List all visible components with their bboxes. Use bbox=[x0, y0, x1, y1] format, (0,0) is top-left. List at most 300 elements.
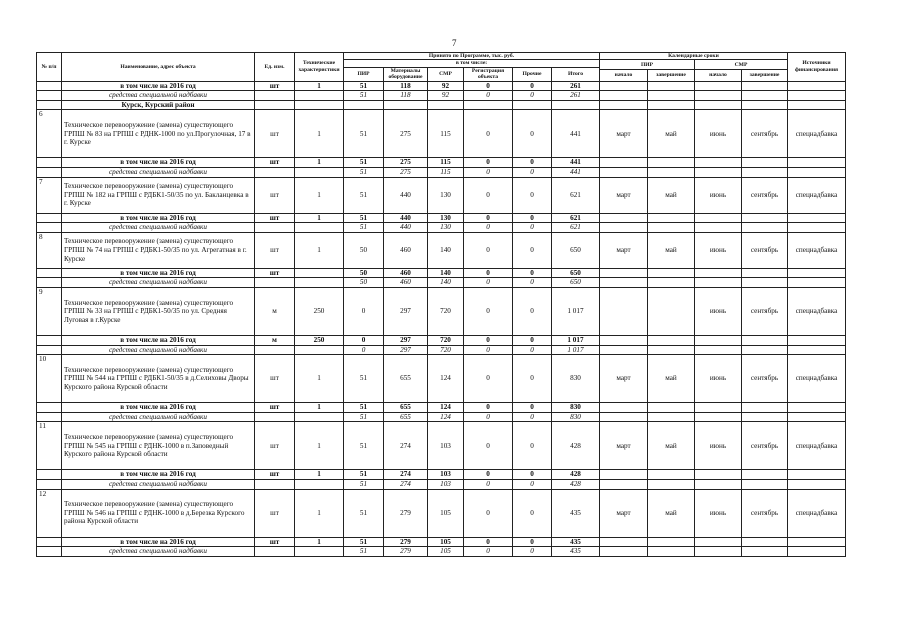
cell-smr: 140 bbox=[428, 232, 464, 268]
header-unit: Ед. изм. bbox=[255, 53, 295, 82]
cell-other: 0 bbox=[513, 213, 552, 223]
empty-cell bbox=[695, 470, 742, 480]
empty-cell bbox=[255, 412, 295, 422]
cell-smr: 105 bbox=[428, 547, 464, 557]
table-row-item bbox=[37, 287, 846, 335]
empty-cell bbox=[788, 345, 846, 355]
empty-cell bbox=[37, 158, 62, 168]
cell-tech: 1 bbox=[295, 158, 344, 168]
row-label: в том числе на 2016 год bbox=[62, 158, 255, 168]
empty-cell bbox=[37, 403, 62, 413]
cell-mat: 274 bbox=[384, 479, 428, 489]
cell-tech bbox=[295, 268, 344, 278]
empty-cell bbox=[648, 345, 695, 355]
empty-cell bbox=[695, 547, 742, 557]
empty-cell bbox=[37, 412, 62, 422]
table-row-item bbox=[37, 422, 846, 470]
item-name: Техническое перевооружение (замена) существующего ГРПШ № 74 на ГРПШ с РДБК1-50/35 по ул. Агрегатная в г. Курске bbox=[62, 232, 255, 268]
empty-cell bbox=[255, 345, 295, 355]
program-table bbox=[36, 52, 846, 557]
cell-tech: 1 bbox=[295, 355, 344, 403]
cell-pir: 50 bbox=[344, 278, 384, 288]
cell-pir: 51 bbox=[344, 177, 384, 213]
empty-cell bbox=[295, 345, 344, 355]
empty-cell bbox=[600, 223, 648, 233]
empty-cell bbox=[788, 213, 846, 223]
cell-smr: 105 bbox=[428, 489, 464, 537]
empty-cell bbox=[788, 412, 846, 422]
cell-mat: 275 bbox=[384, 158, 428, 168]
empty-cell bbox=[695, 268, 742, 278]
cell-total: 428 bbox=[552, 422, 600, 470]
cell-total: 435 bbox=[552, 547, 600, 557]
empty-cell bbox=[695, 403, 742, 413]
cell-unit: шт bbox=[255, 422, 295, 470]
header-smr: СМР bbox=[428, 67, 464, 81]
empty-cell bbox=[695, 158, 742, 168]
cell-unit: шт bbox=[255, 110, 295, 158]
smr-end: сентябрь bbox=[742, 355, 788, 403]
cell-total: 621 bbox=[552, 213, 600, 223]
row-label: средства специальной надбавки bbox=[62, 278, 255, 288]
table-row-fund bbox=[37, 168, 846, 178]
cell-other: 0 bbox=[513, 223, 552, 233]
header-source: Источники финансирования bbox=[788, 53, 846, 82]
row-label: в том числе на 2016 год bbox=[62, 81, 255, 91]
cell-other: 0 bbox=[513, 177, 552, 213]
row-label: средства специальной надбавки bbox=[62, 479, 255, 489]
empty-cell bbox=[37, 547, 62, 557]
pir-start: март bbox=[600, 355, 648, 403]
cell-mat: 460 bbox=[384, 268, 428, 278]
empty-cell bbox=[600, 335, 648, 345]
cell-pir: 0 bbox=[344, 345, 384, 355]
smr-end: сентябрь bbox=[742, 287, 788, 335]
cell-pir: 51 bbox=[344, 403, 384, 413]
cell-tech: 1 bbox=[295, 470, 344, 480]
header-calendar: Календарные сроки bbox=[600, 53, 788, 60]
empty-cell bbox=[742, 223, 788, 233]
cell-reg: 0 bbox=[464, 412, 513, 422]
cell-mat: 655 bbox=[384, 355, 428, 403]
empty-cell bbox=[648, 470, 695, 480]
header-start: начало bbox=[600, 70, 648, 82]
empty-cell bbox=[742, 403, 788, 413]
cell-smr: 140 bbox=[428, 268, 464, 278]
cell-other: 0 bbox=[513, 232, 552, 268]
cell-other: 0 bbox=[513, 91, 552, 101]
cell-materials: 118 bbox=[384, 91, 428, 101]
cell-total: 428 bbox=[552, 479, 600, 489]
empty-cell bbox=[788, 268, 846, 278]
empty-cell bbox=[255, 278, 295, 288]
empty-cell bbox=[788, 479, 846, 489]
cell-reg: 0 bbox=[464, 268, 513, 278]
empty-cell bbox=[695, 412, 742, 422]
smr-start: июнь bbox=[695, 287, 742, 335]
row-label: средства специальной надбавки bbox=[62, 345, 255, 355]
cell-mat: 440 bbox=[384, 177, 428, 213]
empty-cell bbox=[37, 470, 62, 480]
header-end-2: завершение bbox=[742, 70, 788, 82]
table-row-fund bbox=[37, 479, 846, 489]
cell-total: 1 017 bbox=[552, 287, 600, 335]
pir-start: март bbox=[600, 489, 648, 537]
empty-cell bbox=[648, 278, 695, 288]
cell-mat: 279 bbox=[384, 537, 428, 547]
cell-smr: 115 bbox=[428, 110, 464, 158]
header-cost-group: Принято по Программе, тыс. руб. bbox=[344, 53, 600, 60]
cell-smr: 124 bbox=[428, 412, 464, 422]
cell-pir: 0 bbox=[344, 287, 384, 335]
smr-start: июнь bbox=[695, 355, 742, 403]
cell-tech: 1 bbox=[295, 232, 344, 268]
cell-pir: 51 bbox=[344, 537, 384, 547]
header-start-2: начало bbox=[695, 70, 742, 82]
cell-pir: 51 bbox=[344, 479, 384, 489]
empty-cell bbox=[742, 268, 788, 278]
table-row-subtotal bbox=[37, 81, 846, 91]
funding-source: спецнадбавка bbox=[788, 177, 846, 213]
table-row-fund bbox=[37, 345, 846, 355]
header-num: № п/п bbox=[37, 53, 62, 82]
item-number: 11 bbox=[37, 422, 62, 470]
empty-cell bbox=[648, 335, 695, 345]
cell-total: 830 bbox=[552, 355, 600, 403]
cell-pir: 0 bbox=[344, 335, 384, 345]
cell-reg: 0 bbox=[464, 110, 513, 158]
empty-cell bbox=[600, 278, 648, 288]
row-label: в том числе на 2016 год bbox=[62, 213, 255, 223]
cell-other: 0 bbox=[513, 422, 552, 470]
cell-registration: 0 bbox=[464, 81, 513, 91]
item-name: Техническое перевооружение (замена) существующего ГРПШ № 544 на ГРПШ с РДБК1-50/35 в д.Селиховы Дворы Курского района Курской области bbox=[62, 355, 255, 403]
cell-other: 0 bbox=[513, 158, 552, 168]
empty-cell bbox=[648, 168, 695, 178]
empty-cell bbox=[37, 537, 62, 547]
cell-mat: 440 bbox=[384, 223, 428, 233]
header-cal-smr: СМР bbox=[695, 60, 788, 70]
pir-end: май bbox=[648, 422, 695, 470]
empty-cell bbox=[648, 403, 695, 413]
header-tech: Технические характеристики bbox=[295, 53, 344, 82]
empty-cell bbox=[37, 268, 62, 278]
cell-other: 0 bbox=[513, 537, 552, 547]
table-row-subtotal bbox=[37, 470, 846, 480]
empty-cell bbox=[255, 168, 295, 178]
table-row-item bbox=[37, 232, 846, 268]
cell-pir: 51 bbox=[344, 355, 384, 403]
cell-reg: 0 bbox=[464, 168, 513, 178]
header-end: завершение bbox=[648, 70, 695, 82]
cell-reg: 0 bbox=[464, 422, 513, 470]
cell-reg: 0 bbox=[464, 278, 513, 288]
empty-cell bbox=[255, 223, 295, 233]
empty-cell bbox=[648, 479, 695, 489]
empty-cell bbox=[742, 345, 788, 355]
cell-total: 441 bbox=[552, 168, 600, 178]
cell-smr: 92 bbox=[428, 81, 464, 91]
item-number: 8 bbox=[37, 232, 62, 268]
cell-unit: шт bbox=[255, 158, 295, 168]
table-row-fund bbox=[37, 412, 846, 422]
empty-cell bbox=[37, 278, 62, 288]
cell-unit: м bbox=[255, 335, 295, 345]
cell-pir: 51 bbox=[344, 223, 384, 233]
empty-cell bbox=[742, 479, 788, 489]
empty-cell bbox=[600, 537, 648, 547]
empty-cell bbox=[742, 278, 788, 288]
cell-mat: 460 bbox=[384, 278, 428, 288]
row-label: средства специальной надбавки bbox=[62, 91, 255, 101]
item-name: Техническое перевооружение (замена) существующего ГРПШ № 83 на ГРПШ с РДНК-1000 по ул.Прогулочная, 17 в г. Курске bbox=[62, 110, 255, 158]
cell-mat: 297 bbox=[384, 335, 428, 345]
header-cost-sub: в том числе: bbox=[344, 60, 600, 67]
cell-reg: 0 bbox=[464, 223, 513, 233]
cell-mat: 440 bbox=[384, 213, 428, 223]
empty-cell bbox=[295, 168, 344, 178]
empty-cell bbox=[600, 168, 648, 178]
pir-start: март bbox=[600, 422, 648, 470]
cell-other: 0 bbox=[513, 489, 552, 537]
cell-mat: 274 bbox=[384, 422, 428, 470]
cell-pir: 51 bbox=[344, 81, 384, 91]
cell-reg: 0 bbox=[464, 345, 513, 355]
table-row-subtotal bbox=[37, 335, 846, 345]
cell-smr: 130 bbox=[428, 213, 464, 223]
cell-mat: 460 bbox=[384, 232, 428, 268]
empty-cell bbox=[600, 547, 648, 557]
empty-cell bbox=[295, 278, 344, 288]
cell-smr: 103 bbox=[428, 479, 464, 489]
funding-source: спецнадбавка bbox=[788, 355, 846, 403]
empty-cell bbox=[648, 412, 695, 422]
table-row-fund bbox=[37, 278, 846, 288]
cell-total: 830 bbox=[552, 412, 600, 422]
empty-cell bbox=[742, 470, 788, 480]
empty-cell bbox=[600, 213, 648, 223]
empty-cell bbox=[600, 412, 648, 422]
cell-total: 621 bbox=[552, 177, 600, 213]
cell-total: 830 bbox=[552, 403, 600, 413]
empty-cell bbox=[788, 168, 846, 178]
header-other: Прочие bbox=[513, 67, 552, 81]
empty-cell bbox=[255, 479, 295, 489]
empty-cell bbox=[695, 278, 742, 288]
cell-reg: 0 bbox=[464, 537, 513, 547]
cell-tech: 1 bbox=[295, 110, 344, 158]
cell-total: 261 bbox=[552, 81, 600, 91]
empty-cell bbox=[695, 479, 742, 489]
cell-smr: 130 bbox=[428, 223, 464, 233]
cell-other: 0 bbox=[513, 81, 552, 91]
cell-other: 0 bbox=[513, 355, 552, 403]
empty-cell bbox=[37, 213, 62, 223]
row-label: средства специальной надбавки bbox=[62, 412, 255, 422]
item-name: Техническое перевооружение (замена) существующего ГРПШ № 182 на ГРПШ с РДБК1-50/35 по ул. Бакланцевка в г. Курске bbox=[62, 177, 255, 213]
funding-source: спецнадбавка bbox=[788, 110, 846, 158]
empty-cell bbox=[295, 479, 344, 489]
empty-cell bbox=[742, 213, 788, 223]
header-materials: Материалы оборудование bbox=[384, 67, 428, 81]
cell-mat: 297 bbox=[384, 345, 428, 355]
cell-total: 1 017 bbox=[552, 335, 600, 345]
empty-cell bbox=[742, 537, 788, 547]
item-name: Техническое перевооружение (замена) существующего ГРПШ № 545 на ГРПШ с РДНК-1000 в п.Заповедный Курского района Курской области bbox=[62, 422, 255, 470]
table-row-subtotal bbox=[37, 537, 846, 547]
cell-total: 428 bbox=[552, 470, 600, 480]
table-row-fund bbox=[37, 91, 846, 101]
item-number: 9 bbox=[37, 287, 62, 335]
cell-smr: 720 bbox=[428, 345, 464, 355]
empty-cell bbox=[648, 547, 695, 557]
cell-total: 650 bbox=[552, 232, 600, 268]
cell-tech: 1 bbox=[295, 403, 344, 413]
header-total: Итого bbox=[552, 67, 600, 81]
cell-other: 0 bbox=[513, 268, 552, 278]
empty-cell bbox=[600, 403, 648, 413]
cell-total: 650 bbox=[552, 268, 600, 278]
row-label: средства специальной надбавки bbox=[62, 168, 255, 178]
cell-other: 0 bbox=[513, 168, 552, 178]
empty-cell bbox=[600, 470, 648, 480]
cell-reg: 0 bbox=[464, 479, 513, 489]
row-label: в том числе на 2016 год bbox=[62, 470, 255, 480]
empty-cell bbox=[600, 268, 648, 278]
pir-start: март bbox=[600, 232, 648, 268]
cell-mat: 297 bbox=[384, 287, 428, 335]
row-label: в том числе на 2016 год bbox=[62, 403, 255, 413]
smr-start: июнь bbox=[695, 177, 742, 213]
item-name: Техническое перевооружение (замена) существующего ГРПШ № 33 на ГРПШ с РДБК1-50/35 по ул. Средняя Луговая в г.Курске bbox=[62, 287, 255, 335]
empty-cell bbox=[648, 537, 695, 547]
table-row-subtotal bbox=[37, 403, 846, 413]
cell-smr: 124 bbox=[428, 355, 464, 403]
empty-cell bbox=[695, 537, 742, 547]
table-row-fund bbox=[37, 223, 846, 233]
cell-total: 435 bbox=[552, 537, 600, 547]
cell-other: 0 bbox=[513, 287, 552, 335]
empty-cell bbox=[788, 278, 846, 288]
empty-cell bbox=[788, 547, 846, 557]
pir-end: май bbox=[648, 110, 695, 158]
cell-smr: 720 bbox=[428, 335, 464, 345]
cell-reg: 0 bbox=[464, 355, 513, 403]
cell-tech: 1 bbox=[295, 422, 344, 470]
header-name: Наименование, адрес объекта bbox=[62, 53, 255, 82]
cell-mat: 279 bbox=[384, 547, 428, 557]
item-number: 12 bbox=[37, 489, 62, 537]
cell-smr: 140 bbox=[428, 278, 464, 288]
cell-other: 0 bbox=[513, 470, 552, 480]
cell-mat: 275 bbox=[384, 110, 428, 158]
cell-smr: 115 bbox=[428, 158, 464, 168]
cell-total: 621 bbox=[552, 223, 600, 233]
cell-unit: м bbox=[255, 287, 295, 335]
cell-unit: шт bbox=[255, 403, 295, 413]
pir-start: март bbox=[600, 110, 648, 158]
cell-pir: 51 bbox=[344, 547, 384, 557]
cell-reg: 0 bbox=[464, 213, 513, 223]
table-row-subtotal bbox=[37, 213, 846, 223]
empty-cell bbox=[255, 547, 295, 557]
cell-other: 0 bbox=[513, 479, 552, 489]
cell-pir: 51 bbox=[344, 158, 384, 168]
empty-cell bbox=[37, 223, 62, 233]
cell-other: 0 bbox=[513, 110, 552, 158]
cell-tech: 250 bbox=[295, 287, 344, 335]
cell-mat: 655 bbox=[384, 412, 428, 422]
cell-tech: 1 bbox=[295, 537, 344, 547]
empty-cell bbox=[295, 547, 344, 557]
cell-unit: шт bbox=[255, 232, 295, 268]
empty-cell bbox=[695, 213, 742, 223]
cell-reg: 0 bbox=[464, 470, 513, 480]
cell-pir: 51 bbox=[344, 168, 384, 178]
empty-cell bbox=[788, 335, 846, 345]
smr-end: сентябрь bbox=[742, 177, 788, 213]
cell-materials: 118 bbox=[384, 81, 428, 91]
cell-tech: 1 bbox=[295, 489, 344, 537]
cell-pir: 51 bbox=[344, 91, 384, 101]
funding-source: спецнадбавка bbox=[788, 287, 846, 335]
item-number: 6 bbox=[37, 110, 62, 158]
empty-cell bbox=[600, 345, 648, 355]
cell-other: 0 bbox=[513, 335, 552, 345]
table-row-item bbox=[37, 355, 846, 403]
empty-cell bbox=[742, 412, 788, 422]
smr-end: сентябрь bbox=[742, 232, 788, 268]
pir-end: май bbox=[648, 232, 695, 268]
empty-cell bbox=[600, 158, 648, 168]
empty-cell bbox=[788, 403, 846, 413]
row-label: средства специальной надбавки bbox=[62, 547, 255, 557]
cell-reg: 0 bbox=[464, 287, 513, 335]
cell-total: 435 bbox=[552, 489, 600, 537]
cell-unit: шт bbox=[255, 537, 295, 547]
cell-unit: шт bbox=[255, 81, 295, 91]
cell-pir: 51 bbox=[344, 470, 384, 480]
cell-smr: 92 bbox=[428, 91, 464, 101]
pir-end bbox=[648, 287, 695, 335]
cell-other: 0 bbox=[513, 403, 552, 413]
smr-end: сентябрь bbox=[742, 489, 788, 537]
funding-source: спецнадбавка bbox=[788, 489, 846, 537]
table-row-item bbox=[37, 177, 846, 213]
page-number: 7 bbox=[452, 38, 457, 48]
empty-cell bbox=[648, 223, 695, 233]
cell-unit: шт bbox=[255, 213, 295, 223]
item-number: 7 bbox=[37, 177, 62, 213]
row-label: в том числе на 2016 год bbox=[62, 335, 255, 345]
cell-smr: 103 bbox=[428, 470, 464, 480]
cell-smr: 130 bbox=[428, 177, 464, 213]
cell-tech: 1 bbox=[295, 81, 344, 91]
pir-end: май bbox=[648, 355, 695, 403]
cell-unit: шт bbox=[255, 355, 295, 403]
cell-registration: 0 bbox=[464, 91, 513, 101]
cell-total: 1 017 bbox=[552, 345, 600, 355]
cell-smr: 103 bbox=[428, 422, 464, 470]
cell-other: 0 bbox=[513, 278, 552, 288]
item-number: 10 bbox=[37, 355, 62, 403]
cell-other: 0 bbox=[513, 412, 552, 422]
table-row-fund bbox=[37, 547, 846, 557]
funding-source: спецнадбавка bbox=[788, 232, 846, 268]
empty-cell bbox=[600, 479, 648, 489]
cell-reg: 0 bbox=[464, 335, 513, 345]
header-cal-pir: ПИР bbox=[600, 60, 695, 70]
